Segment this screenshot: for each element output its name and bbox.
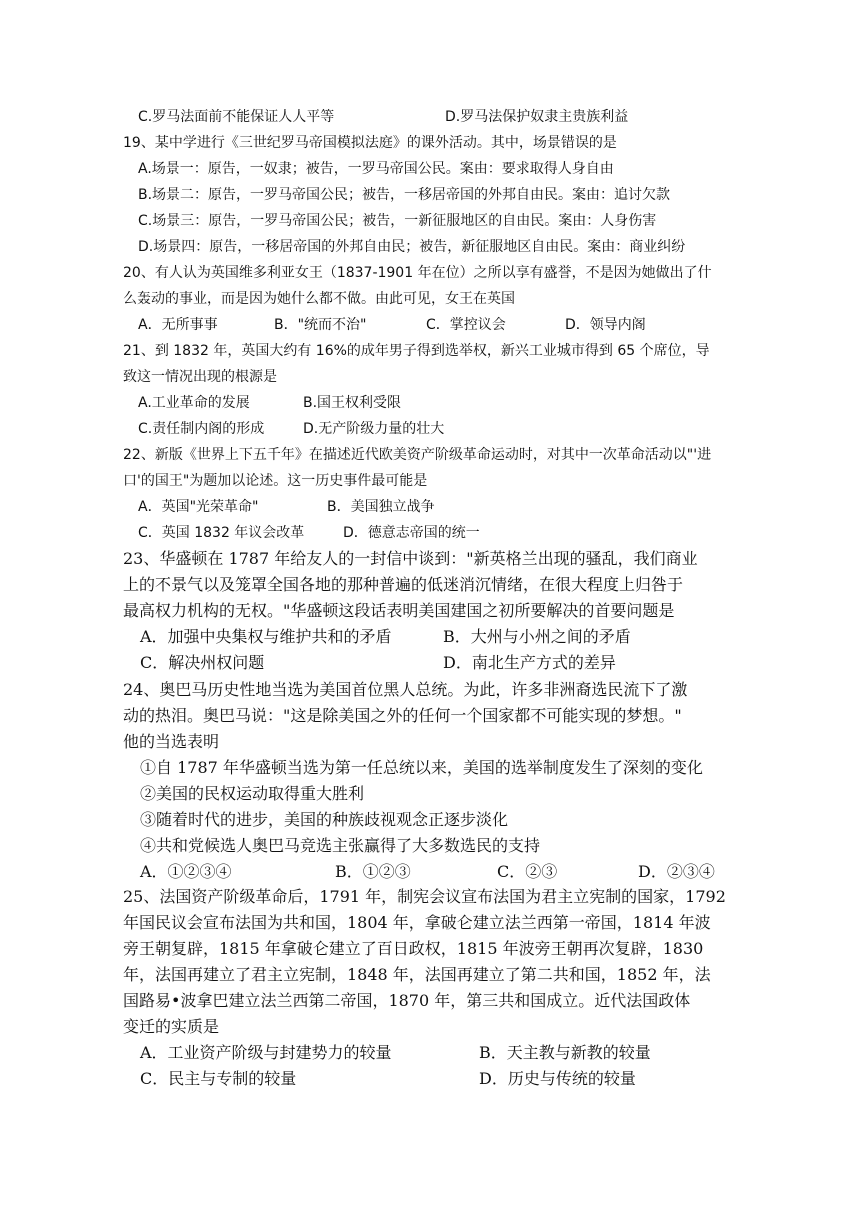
q24-statement-3: ③随着时代的进步，美国的种族歧视观念正逐步淡化 xyxy=(140,810,509,829)
q23-option-d: D．南北生产方式的差异 xyxy=(443,653,616,672)
q21-option-c: C.责任制内阁的形成 xyxy=(138,421,265,437)
q23-option-a: A．加强中央集权与维护共和的矛盾 xyxy=(140,627,392,646)
q20-option-d: D．领导内阁 xyxy=(565,317,646,333)
q25-stem-line-6: 变迁的实质是 xyxy=(123,1017,220,1036)
q25-options-ab xyxy=(0,1043,860,1063)
q19-option-b: B.场景二：原告，一罗马帝国公民；被告，一移居帝国的外邦自由民。案由：追讨欠款 xyxy=(138,187,671,203)
q21-option-a: A.工业革命的发展 xyxy=(138,395,250,411)
q24-stem-line-1: 24、奥巴马历史性地当选为美国首位黑人总统。为此，许多非洲裔选民流下了激 xyxy=(123,680,688,699)
q25-option-b: B．天主教与新教的较量 xyxy=(479,1043,651,1062)
q21-option-d: D.无产阶级力量的壮大 xyxy=(303,421,445,437)
q24-stem-line-2: 动的热泪。奥巴马说："这是除美国之外的任何一个国家都不可能实现的梦想。" xyxy=(123,706,682,725)
q19-stem: 19、某中学进行《三世纪罗马帝国模拟法庭》的课外活动。其中，场景错误的是 xyxy=(123,135,617,151)
q19-option-a: A.场景一：原告，一奴隶；被告，一罗马帝国公民。案由：要求取得人身自由 xyxy=(138,161,614,177)
q18-options-cd xyxy=(0,108,860,126)
q23-stem-line-1: 23、华盛顿在 1787 年给友人的一封信中谈到："新英格兰出现的骚乱，我们商业 xyxy=(123,549,698,568)
q23-options-ab xyxy=(0,627,860,647)
q25-stem-line-4: 年，法国再建立了君主立宪制，1848 年，法国再建立了第二共和国，1852 年，法 xyxy=(123,965,711,984)
q20-option-b: B．"统而不治" xyxy=(274,317,367,333)
q22-options-ab xyxy=(0,498,860,516)
q25-option-c: C．民主与专制的较量 xyxy=(140,1069,297,1088)
q19-option-d: D.场景四：原告，一移居帝国的外邦自由民；被告，新征服地区自由民。案由：商业纠纷 xyxy=(138,239,686,255)
q22-stem-line-1: 22、新版《世界上下五千年》在描述近代欧美资产阶级革命运动时，对其中一次革命活动以"'进 xyxy=(123,447,712,463)
q25-stem-line-3: 旁王朝复辟，1815 年拿破仑建立了百日政权，1815 年波旁王朝再次复辟，1830 xyxy=(123,939,704,958)
q25-stem-line-1: 25、法国资产阶级革命后，1791 年，制宪会议宣布法国为君主立宪制的国家，1792 xyxy=(123,887,726,906)
q21-option-b: B.国王权利受限 xyxy=(303,395,402,411)
q22-options-cd xyxy=(0,524,860,542)
q25-options-cd xyxy=(0,1069,860,1089)
q24-option-c: C．②③ xyxy=(497,862,558,881)
q25-option-a: A．工业资产阶级与封建势力的较量 xyxy=(140,1043,392,1062)
q23-option-b: B．大州与小州之间的矛盾 xyxy=(443,627,631,646)
q24-options xyxy=(0,862,860,882)
q19-option-c: C.场景三：原告，一罗马帝国公民；被告，一新征服地区的自由民。案由：人身伤害 xyxy=(138,213,657,229)
q23-option-c: C．解决州权问题 xyxy=(140,653,265,672)
q22-option-b: B．美国独立战争 xyxy=(327,499,435,515)
q24-statement-2: ②美国的民权运动取得重大胜利 xyxy=(140,784,365,803)
q24-statement-4: ④共和党候选人奥巴马竞选主张赢得了大多数选民的支持 xyxy=(140,836,541,855)
q24-stem-line-3: 他的当选表明 xyxy=(123,732,220,751)
q24-option-b: B．①②③ xyxy=(335,862,411,881)
q21-options-ab xyxy=(0,394,860,412)
q22-option-d: D．德意志帝国的统一 xyxy=(343,525,480,541)
q25-stem-line-5: 国路易•波拿巴建立法兰西第二帝国，1870 年，第三共和国成立。近代法国政体 xyxy=(123,991,691,1010)
q20-option-c: C．掌控议会 xyxy=(426,317,506,333)
q18-option-d: D.罗马法保护奴隶主贵族利益 xyxy=(445,109,629,125)
q23-stem-line-2: 上的不景气以及笼罩全国各地的那种普遍的低迷消沉情绪，在很大程度上归咎于 xyxy=(123,575,684,594)
q18-option-c: C.罗马法面前不能保证人人平等 xyxy=(138,109,335,125)
q25-stem-line-2: 年国民议会宣布法国为共和国，1804 年，拿破仑建立法兰西第一帝国，1814 年波 xyxy=(123,913,711,932)
q20-stem-line-1: 20、有人认为英国维多利亚女王（1837-1901 年在位）之所以享有盛誉，不是因为她做出了什 xyxy=(123,265,712,281)
q22-option-a: A．英国"光荣革命" xyxy=(138,499,259,515)
q21-options-cd xyxy=(0,420,860,438)
q20-stem-line-2: 么轰动的事业，而是因为她什么都不做。由此可见，女王在英国 xyxy=(123,291,515,307)
q21-stem-line-2: 致这一情况出现的根源是 xyxy=(123,369,277,385)
q22-option-c: C．英国 1832 年议会改革 xyxy=(138,525,305,541)
q25-option-d: D．历史与传统的较量 xyxy=(479,1069,636,1088)
q21-stem-line-1: 21、到 1832 年，英国大约有 16%的成年男子得到选举权，新兴工业城市得到 65 个席位，导 xyxy=(123,343,710,359)
q24-option-d: D．②③④ xyxy=(638,862,715,881)
q23-options-cd xyxy=(0,653,860,673)
q20-option-a: A．无所事事 xyxy=(138,317,218,333)
q24-statement-1: ①自 1787 年华盛顿当选为第一任总统以来，美国的选举制度发生了深刻的变化 xyxy=(140,758,703,777)
q23-stem-line-3: 最高权力机构的无权。"华盛顿这段话表明美国建国之初所要解决的首要问题是 xyxy=(123,601,675,620)
q20-options xyxy=(0,316,860,334)
q24-option-a: A．①②③④ xyxy=(140,862,232,881)
q22-stem-line-2: 口'的国王"为题加以论述。这一历史事件最可能是 xyxy=(123,473,428,489)
